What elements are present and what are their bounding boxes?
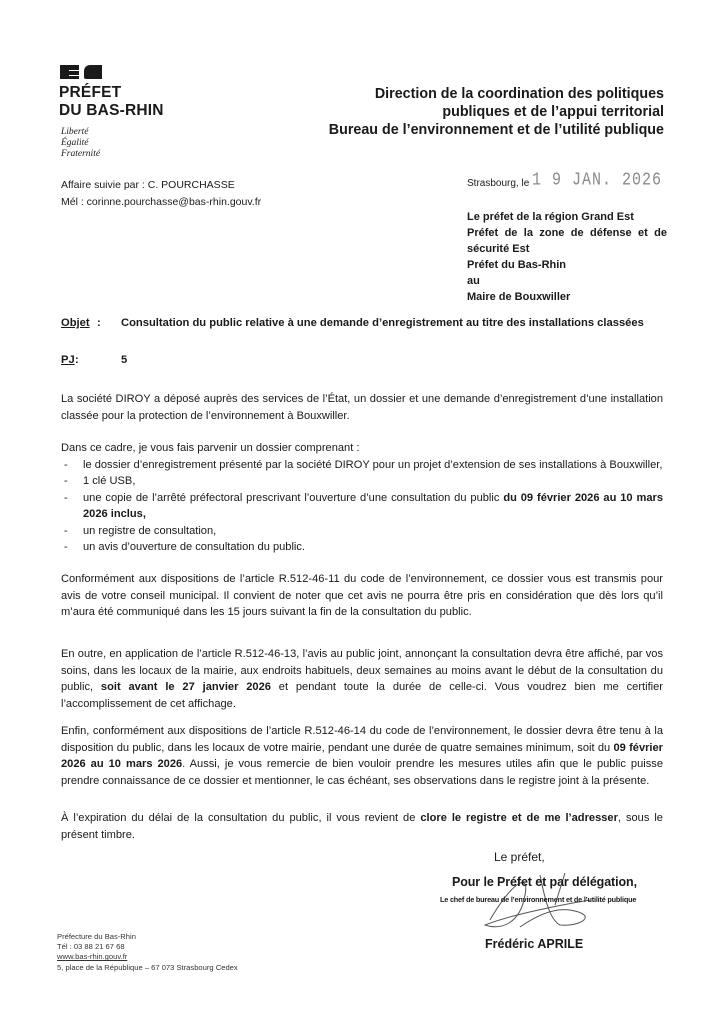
attachments-label: PJ (61, 354, 75, 366)
republic-motto (61, 127, 100, 160)
sender-title-1: Le préfet de la région Grand Est (467, 211, 634, 223)
signature-title: Le préfet, (494, 850, 545, 864)
paragraph-register-closure: À l’expiration du délai de la consultation du public, il vous revient de clore le registre et de me l’adresser, sous le présent timbre. (61, 812, 663, 841)
list-item: - 1 clé USB, (61, 473, 663, 490)
footer-contact (57, 932, 238, 973)
sender-title-3: Préfet du Bas-Rhin (467, 259, 567, 271)
recipient-block (467, 209, 667, 305)
dossier-list (61, 457, 663, 556)
case-contact (61, 177, 261, 211)
motto-egalite: Égalité (61, 138, 89, 148)
sender-title-2: Préfet de la zone de défense et de sécurité Est (467, 227, 667, 255)
footer-address: 5, place de la République – 67 073 Strasbourg Cedex (57, 962, 238, 972)
paragraph-dossier-contents (61, 440, 663, 556)
list-item: - un avis d’ouverture de consultation du public. (61, 539, 663, 556)
subject-value: Consultation du public relative à une demande d’enregistrement au titre des installations classées (121, 317, 644, 329)
motto-liberte: Liberté (61, 127, 89, 137)
delegation-stamp: Pour le Préfet et par délégation, (452, 875, 637, 889)
bureau-line: Bureau de l’environnement et de l’utilité publique (328, 122, 664, 138)
date-label: Strasbourg, le (467, 178, 530, 189)
recipient-name: Maire de Bouxwiller (467, 291, 571, 303)
recipient-connector: au (467, 275, 480, 287)
issuing-department (329, 85, 664, 139)
dossier-intro: Dans ce cadre, je vous fais parvenir un dossier comprenant : (61, 442, 360, 454)
prefecture-name-line2: DU BAS-RHIN (59, 102, 164, 119)
marianne-logo-icon (60, 65, 102, 79)
list-item: - une copie de l’arrêté préfectoral prescrivant l’ouverture d’une consultation du public du 09 février 2026 au 10 mars 2026 inclus, (61, 490, 663, 523)
list-item: - un registre de consultation, (61, 523, 663, 540)
delegate-title: Le chef de bureau de l’environnement et de l’utilité publique (440, 895, 637, 904)
motto-fraternite: Fraternité (61, 149, 101, 159)
paragraph-dossier-availability: Enfin, conformément aux dispositions de l’article R.512-46-14 du code de l’environnement, le dossier devra être tenu à la disposition du public, dans les locaux de votre mairie, pendant une durée de quatre semaines minimum, soit du 09 février 2026 au 10 mars 2026. Aussi, je vous remercie de bien vouloir prendre les mesures utiles afin que le public puisse prendre connaissance de ce dossier et mentionner, le cas échéant, ses observations dans le registre joint à la présente. (61, 725, 663, 787)
attachments-count: 5 (121, 354, 128, 366)
case-handler: Affaire suivie par : C. POURCHASSE (61, 179, 235, 191)
direction-line2: publiques et de l’appui territorial (442, 104, 664, 120)
signatory-name: Frédéric APRILE (485, 937, 584, 951)
list-item: - le dossier d’enregistrement présenté par la société DIROY pour un projet d’extension de ses installations à Bouxwiller, (61, 457, 663, 474)
prefecture-name (59, 84, 164, 120)
footer-phone: Tél : 03 88 21 67 68 (57, 942, 125, 952)
date-stamp: 1 9 JAN. 2026 (532, 170, 663, 191)
subject-label: Objet (61, 317, 90, 329)
paragraph-municipal-opinion: Conformément aux dispositions de l’article R.512-46-11 du code de l’environnement, ce dossier vous est transmis pour avis de votre conseil municipal. Il convient de noter que cet avis ne pourra être pris en considération que dès lors qu’il m’aura été communiqué dans les 15 jours suivant la fin de la consultation du public. (61, 573, 663, 618)
footer-prefecture: Préfecture du Bas-Rhin (57, 932, 136, 941)
paragraph-public-notice: En outre, en application de l’article R.512-46-13, l’avis au public joint, annonçant la consultation devra être affiché, par vos soins, dans les locaux de la mairie, aux endroits habituels, deux semaines au moins avant le début de la consultation du public, soit avant le 27 janvier 2026 et pendant toute la durée de celle-ci. Vous voudrez bien me certifier l’accomplissement de cet affichage. (61, 648, 663, 710)
prefecture-name-line1: PRÉFET (59, 84, 122, 101)
footer-website-link[interactable]: www.bas-rhin.gouv.fr (57, 952, 128, 962)
paragraph-intro: La société DIROY a déposé auprès des services de l’État, un dossier et une demande d’enregistrement d’une installation classée pour la protection de l’environnement à Bouxwiller. (61, 393, 663, 422)
case-email: Mél : corinne.pourchasse@bas-rhin.gouv.fr (61, 196, 262, 208)
direction-line1: Direction de la coordination des politiques (374, 86, 664, 102)
